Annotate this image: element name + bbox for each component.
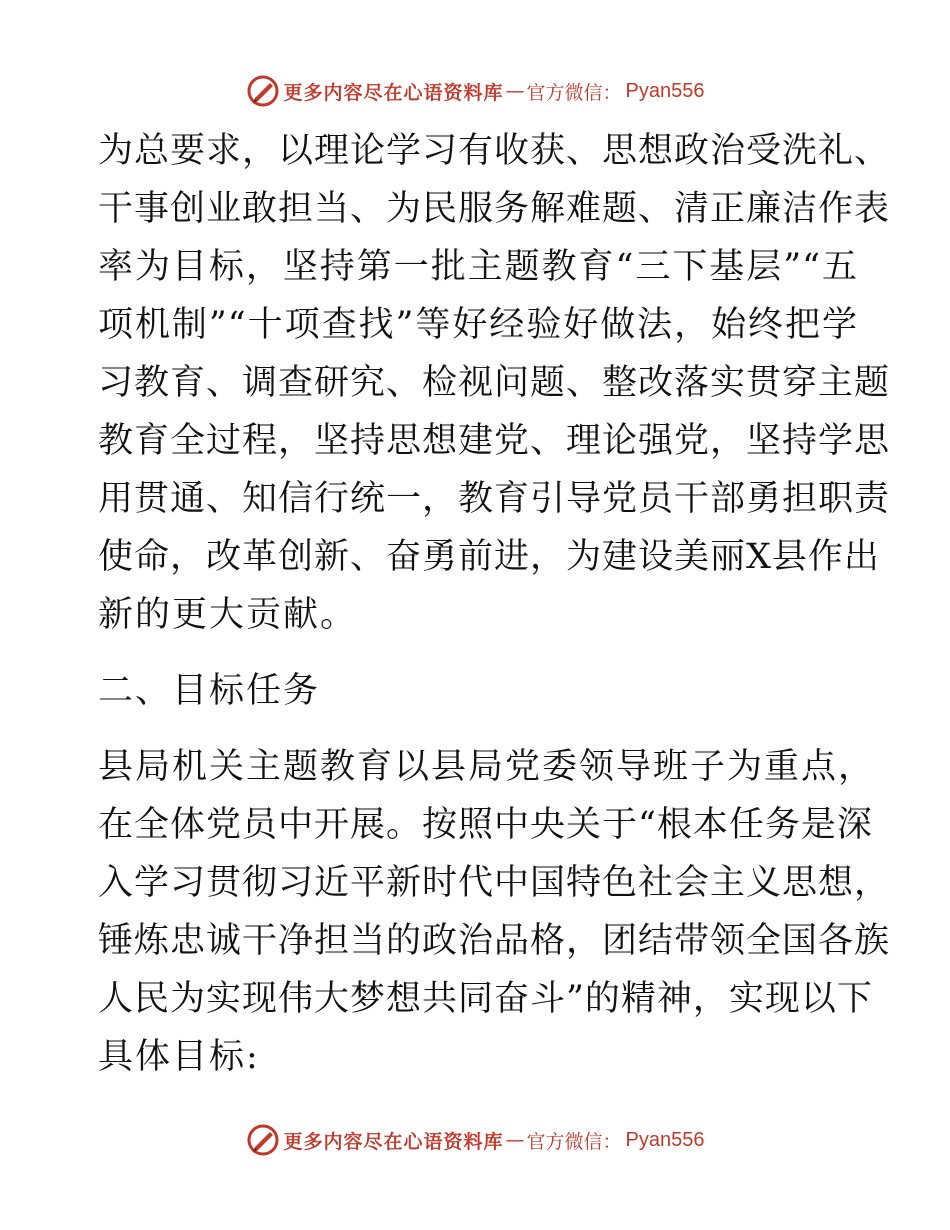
watermark-wechat-id: Pyan556 bbox=[625, 79, 705, 102]
document-body bbox=[98, 122, 891, 1086]
text-line: 项机制”“十项查找”等好经验好做法，始终把学 bbox=[98, 305, 858, 345]
paragraph-2 bbox=[98, 738, 891, 1086]
pen-logo-icon bbox=[246, 74, 280, 108]
section-heading: 二、目标任务 bbox=[98, 671, 321, 711]
watermark-label: 官方微信： bbox=[526, 1130, 622, 1153]
paragraph-1 bbox=[98, 122, 891, 644]
header-watermark bbox=[0, 71, 950, 111]
watermark-wechat-id: Pyan556 bbox=[625, 1128, 705, 1151]
watermark-label: 官方微信： bbox=[526, 81, 622, 104]
watermark-site-text: 更多内容尽在心语资料库 bbox=[283, 1130, 504, 1153]
text-line: 使命，改革创新、奋勇前进，为建设美丽X县作出 bbox=[98, 537, 880, 577]
text-line: 干事创业敢担当、为民服务解难题、清正廉洁作表 bbox=[98, 189, 891, 229]
footer-watermark bbox=[0, 1120, 950, 1160]
text-line: 用贯通、知信行统一，教育引导党员干部勇担职责 bbox=[98, 479, 891, 519]
text-line: 锤炼忠诚干净担当的政治品格，团结带领全国各族 bbox=[98, 921, 891, 961]
watermark-site-text: 更多内容尽在心语资料库 bbox=[283, 81, 504, 104]
text-line: 率为目标，坚持第一批主题教育“三下基层”“五 bbox=[98, 247, 858, 287]
text-line: 具体目标: bbox=[98, 1037, 260, 1077]
text-line: 为总要求，以理论学习有收获、思想政治受洗礼、 bbox=[98, 131, 891, 171]
text-line: 在全体党员中开展。按照中央关于“根本任务是深 bbox=[98, 805, 873, 845]
text-line: 教育全过程，坚持思想建党、理论强党，坚持学思 bbox=[98, 421, 891, 461]
watermark-dash: — bbox=[505, 1129, 525, 1151]
watermark-dash: — bbox=[505, 80, 525, 102]
pen-logo-icon bbox=[246, 1123, 280, 1157]
text-line: 县局机关主题教育以县局党委领导班子为重点， bbox=[98, 747, 876, 787]
text-line: 人民为实现伟大梦想共同奋斗”的精神，实现以下 bbox=[98, 979, 873, 1019]
text-line: 新的更大贡献。 bbox=[98, 595, 358, 635]
text-line: 入学习贯彻习近平新时代中国特色社会主义思想， bbox=[98, 863, 891, 903]
text-line: 习教育、调查研究、检视问题、整改落实贯穿主题 bbox=[98, 363, 891, 403]
